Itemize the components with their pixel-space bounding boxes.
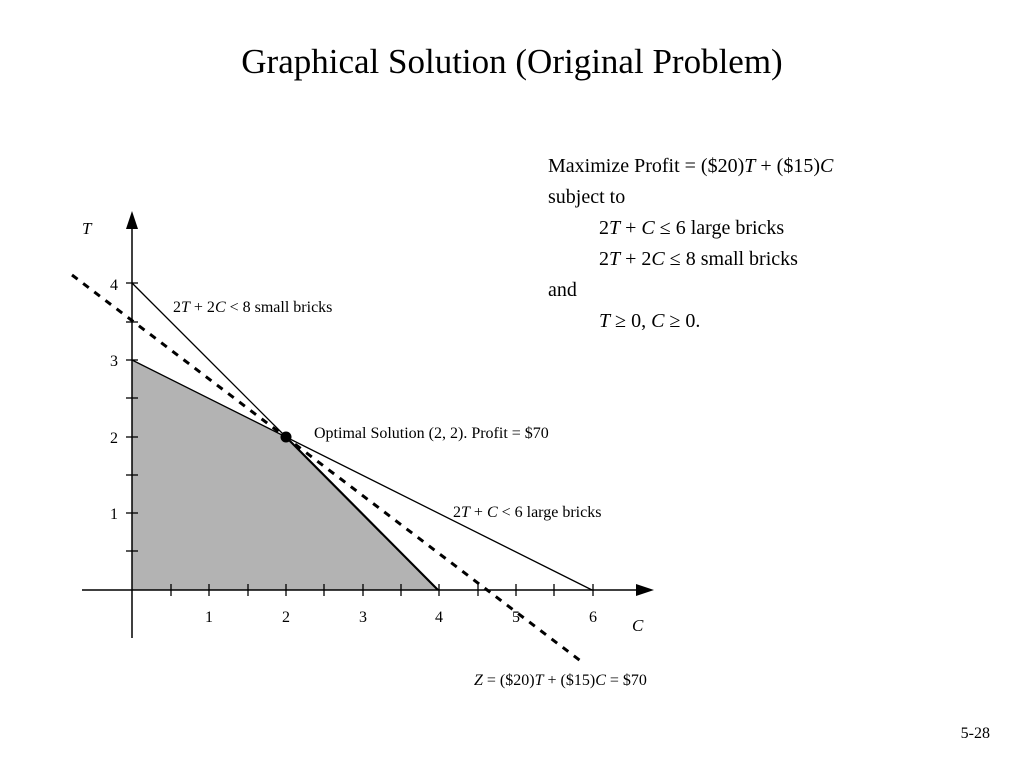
- t-tick-labels: [110, 277, 118, 523]
- c-axis-label: C: [632, 616, 644, 635]
- subject-to-line: subject to: [548, 186, 626, 208]
- t-tick-label: 1: [110, 506, 118, 523]
- small-bricks-label: 2T + 2C < 8 small bricks: [173, 299, 333, 316]
- c-tick-label: 5: [512, 609, 520, 626]
- slide-number: 5-28: [960, 725, 990, 742]
- c-axis-arrow: [636, 584, 654, 596]
- large-bricks-constraint: 2T + C ≤ 6 large bricks: [599, 217, 785, 239]
- c-tick-label: 2: [282, 609, 290, 626]
- c-tick-label: 3: [359, 609, 367, 626]
- c-tick-labels: [205, 609, 597, 626]
- optimal-point: [281, 432, 292, 443]
- t-axis-label: T: [82, 219, 92, 238]
- t-tick-label: 2: [110, 430, 118, 447]
- c-tick-label: 6: [589, 609, 597, 626]
- small-bricks-constraint: 2T + 2C ≤ 8 small bricks: [599, 248, 798, 270]
- c-tick-label: 1: [205, 609, 213, 626]
- c-tick-label: 4: [435, 609, 443, 626]
- and-line: and: [548, 279, 577, 301]
- t-tick-label: 3: [110, 353, 118, 370]
- slide-title: Graphical Solution (Original Problem): [241, 42, 783, 81]
- t-axis-arrow: [126, 211, 138, 229]
- objective-line: Maximize Profit = ($20)T + ($15)C: [548, 155, 834, 177]
- objective-label: Z = ($20)T + ($15)C = $70: [474, 672, 647, 689]
- large-bricks-label: 2T + C < 6 large bricks: [453, 504, 602, 521]
- t-tick-label: 4: [110, 277, 118, 294]
- nonnegativity-constraint: T ≥ 0, C ≥ 0.: [599, 310, 701, 332]
- feasible-region: [132, 360, 438, 590]
- optimal-solution-label: Optimal Solution (2, 2). Profit = $70: [314, 425, 549, 442]
